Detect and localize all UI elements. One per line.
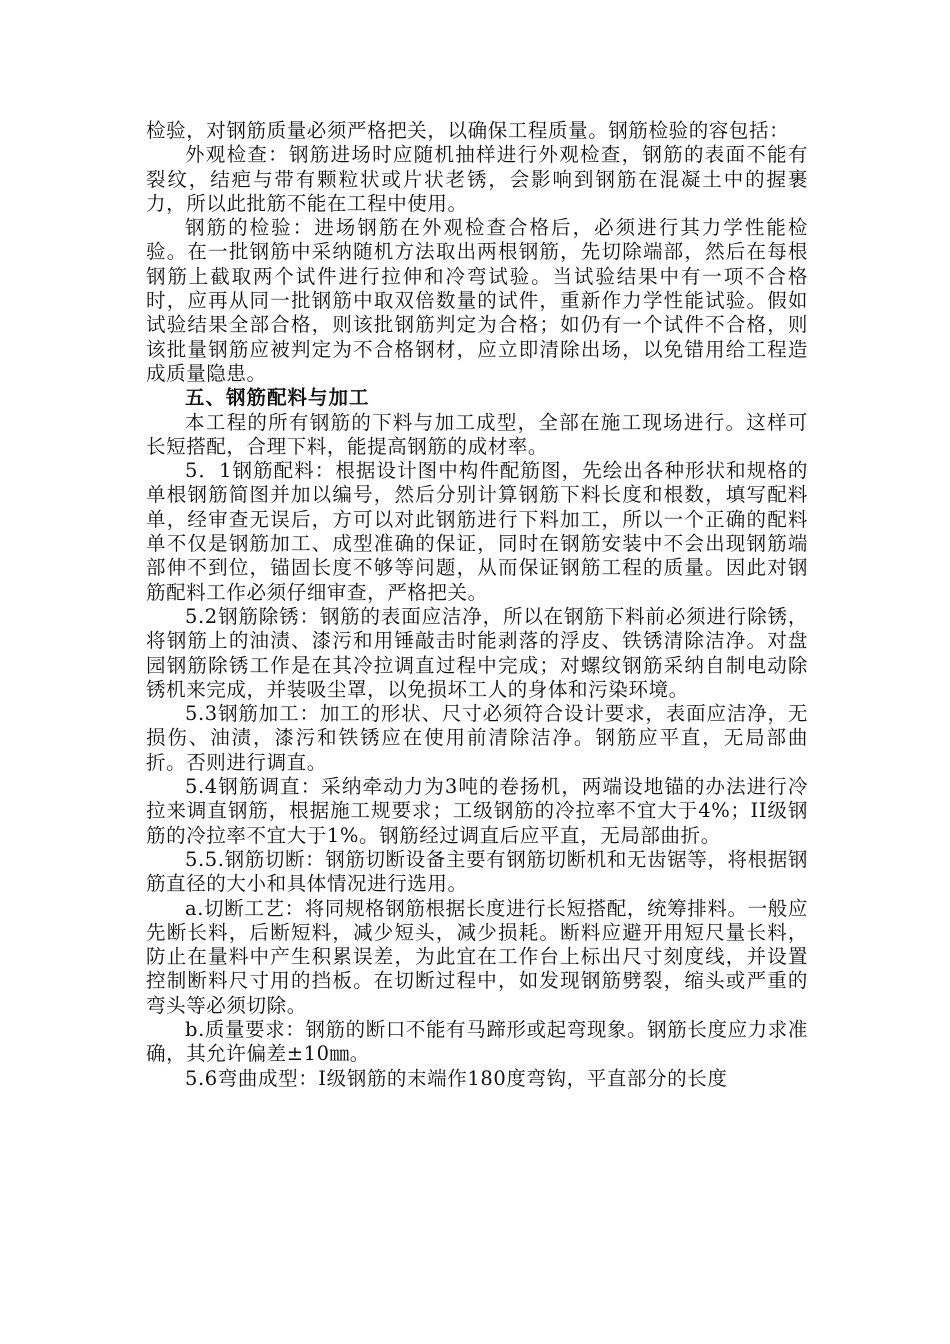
- paragraph-5-4-straightening: 5.4钢筋调直：采纳牵动力为3吨的卷扬机，两端设地锚的办法进行冷拉来调直钢筋，根据施工规要求；工级钢筋的冷拉率不宜大于4%；II级钢筋的冷拉率不宜大于1%。钢筋经过调直后应平直，无局部曲折。: [146, 775, 808, 847]
- paragraph-rebar-test: 钢筋的检验：进场钢筋在外观检查合格后，必须进行其力学性能检验。在一批钢筋中采纳随机方法取出两根钢筋，先切除端部，然后在每根钢筋上截取两个试件进行拉伸和冷弯试验。当试验结果中有一项不合格时，应再从同一批钢筋中取双倍数量的试件，重新作力学性能试验。假如试验结果全部合格，则该批钢筋判定为合格；如仍有一个试件不合格，则该批量钢筋应被判定为不合格钢材，应立即清除出场，以免错用给工程造成质量隐患。: [146, 216, 808, 385]
- paragraph-5-2-rust-removal: 5.2钢筋除锈：钢筋的表面应洁净，所以在钢筋下料前必须进行除锈，将钢筋上的油渍、漆污和用锤敲击时能剥落的浮皮、铁锈清除洁净。对盘园钢筋除锈工作是在其冷拉调直过程中完成；对螺纹钢筋采纳自制电动除锈机来完成，并装吸尘罩，以免损坏工人的身体和污染环境。: [146, 604, 808, 701]
- document-body: [146, 119, 808, 1091]
- paragraph-visual-check: 外观检查：钢筋进场时应随机抽样进行外观检查，钢筋的表面不能有裂纹，结疤与带有颗粒状或片状老锈，会影响到钢筋在混凝土中的握裹力，所以此批筋不能在工程中使用。: [146, 143, 808, 215]
- paragraph-onsite-processing: 本工程的所有钢筋的下料与加工成型，全部在施工现场进行。这样可长短搭配，合理下料，能提高钢筋的成材率。: [146, 410, 808, 458]
- paragraph-cutting-process: a.切断工艺：将同规格钢筋根据长度进行长短搭配，统筹排料。一般应先断长料，后断短料，减少短头，减少损耗。断料应避开用短尺量长料，防止在量料中产生积累误差，为此宜在工作台上标出尺寸刻度线，并设置控制断料尺寸用的挡板。在切断过程中，如发现钢筋劈裂，缩头或严重的弯头等必须切除。: [146, 896, 808, 1017]
- paragraph-5-5-cutting: 5.5.钢筋切断：钢筋切断设备主要有钢筋切断机和无齿锯等，将根据钢筋直径的大小和具体情况进行选用。: [146, 847, 808, 896]
- paragraph-5-3-processing: 5.3钢筋加工：加工的形状、尺寸必须符合设计要求，表面应洁净，无损伤、油渍，漆污和铁锈应在使用前清除洁净。钢筋应平直，无局部曲折。否则进行调直。: [146, 702, 808, 774]
- paragraph-5-1-batching: 5．1钢筋配料：根据设计图中构件配筋图，先绘出各种形状和规格的单根钢筋简图并加以编号，然后分别计算钢筋下料长度和根数，填写配料单，经审查无误后，方可以对此钢筋进行下料加工，所以一个正确的配料单不仅是钢筋加工、成型准确的保证，同时在钢筋安装中不会出现钢筋端部伸不到位，锚固长度不够等问题，从而保证钢筋工程的质量。因此对钢筋配料工作必须仔细审查，严格把关。: [146, 459, 808, 604]
- paragraph-inspection-intro: 检验，对钢筋质量必须严格把关，以确保工程质量。钢筋检验的容包括：: [146, 119, 790, 142]
- section-heading: 五、钢筋配料与加工: [185, 386, 370, 410]
- paragraph-5-6-bending: 5.6弯曲成型：Ⅰ级钢筋的末端作180度弯钩，平直部分的长度: [185, 1066, 728, 1090]
- paragraph-quality-requirements: b.质量要求：钢筋的断口不能有马蹄形或起弯现象。钢筋长度应力求准确，其允许偏差±10㎜。: [146, 1017, 808, 1066]
